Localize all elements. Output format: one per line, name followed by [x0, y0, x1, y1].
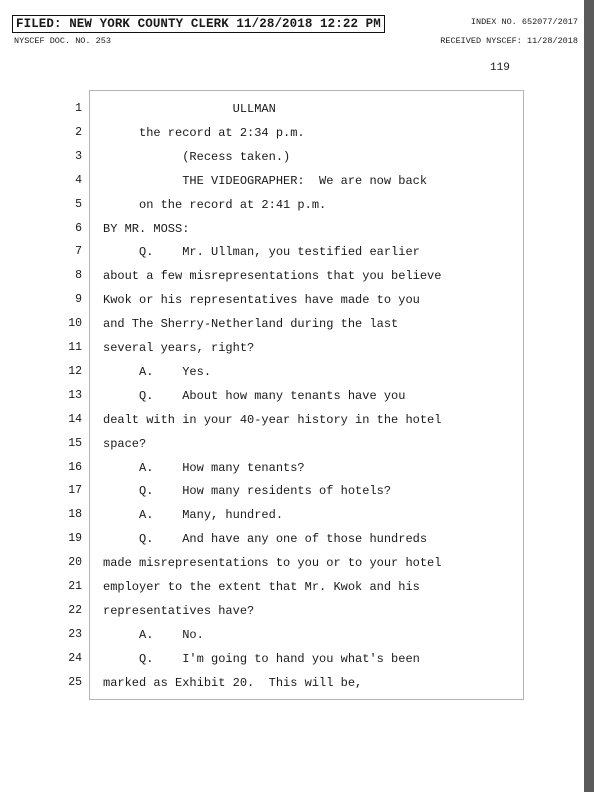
- transcript-line: dealt with in your 40-year history in the hotel: [103, 413, 442, 427]
- transcript-line: on the record at 2:41 p.m.: [103, 198, 327, 212]
- transcript-line: THE VIDEOGRAPHER: We are now back: [103, 174, 428, 188]
- transcript-line: employer to the extent that Mr. Kwok and his: [103, 580, 420, 594]
- index-number: INDEX NO. 652077/2017: [470, 17, 578, 27]
- line-number: 21: [68, 580, 82, 593]
- transcript-line: marked as Exhibit 20. This will be,: [103, 676, 363, 690]
- transcript-line: made misrepresentations to you or to your hotel: [103, 556, 442, 570]
- transcript-line: Q. How many residents of hotels?: [103, 484, 392, 498]
- transcript-line: (Recess taken.): [103, 150, 291, 164]
- line-number: 10: [68, 317, 82, 330]
- transcript-line: Kwok or his representatives have made to you: [103, 293, 420, 307]
- line-number: 14: [68, 413, 82, 426]
- line-number: 8: [75, 269, 82, 282]
- line-number: 6: [75, 222, 82, 235]
- line-number: 25: [68, 676, 82, 689]
- line-number: 24: [68, 652, 82, 665]
- transcript-line: A. How many tenants?: [103, 461, 305, 475]
- received-date: RECEIVED NYSCEF: 11/28/2018: [440, 36, 578, 46]
- line-number: 4: [75, 174, 82, 187]
- transcript-line: Q. Mr. Ullman, you testified earlier: [103, 245, 420, 259]
- line-number: 9: [75, 293, 82, 306]
- line-number: 22: [68, 604, 82, 617]
- line-number: 23: [68, 628, 82, 641]
- transcript-line: ULLMAN: [103, 102, 276, 116]
- transcript-line: A. Yes.: [103, 365, 212, 379]
- line-number: 16: [68, 461, 82, 474]
- transcript-line: Q. About how many tenants have you: [103, 389, 406, 403]
- line-number: 1: [75, 102, 82, 115]
- transcript-line: and The Sherry-Netherland during the last: [103, 317, 399, 331]
- transcript-line: BY MR. MOSS:: [103, 222, 190, 236]
- transcript-line: about a few misrepresentations that you believe: [103, 269, 442, 283]
- transcript-line: Q. I'm going to hand you what's been: [103, 652, 420, 666]
- transcript-line: space?: [103, 437, 147, 451]
- line-number: 5: [75, 198, 82, 211]
- line-number: 2: [75, 126, 82, 139]
- line-number: 13: [68, 389, 82, 402]
- page-edge: [584, 0, 594, 792]
- line-number: 11: [68, 341, 82, 354]
- transcript-line: A. Many, hundred.: [103, 508, 284, 522]
- line-number: 20: [68, 556, 82, 569]
- line-number: 19: [68, 532, 82, 545]
- line-number: 3: [75, 150, 82, 163]
- line-number: 18: [68, 508, 82, 521]
- line-number: 7: [75, 245, 82, 258]
- transcript-line: representatives have?: [103, 604, 255, 618]
- line-number: 15: [68, 437, 82, 450]
- doc-number: NYSCEF DOC. NO. 253: [14, 36, 111, 46]
- page-number: 119: [490, 62, 510, 74]
- line-number: 17: [68, 484, 82, 497]
- transcript-line: the record at 2:34 p.m.: [103, 126, 305, 140]
- transcript-line: several years, right?: [103, 341, 255, 355]
- transcript-line: A. No.: [103, 628, 204, 642]
- filed-stamp: FILED: NEW YORK COUNTY CLERK 11/28/2018 12:22 PM: [12, 15, 385, 33]
- transcript-line: Q. And have any one of those hundreds: [103, 532, 428, 546]
- line-number: 12: [68, 365, 82, 378]
